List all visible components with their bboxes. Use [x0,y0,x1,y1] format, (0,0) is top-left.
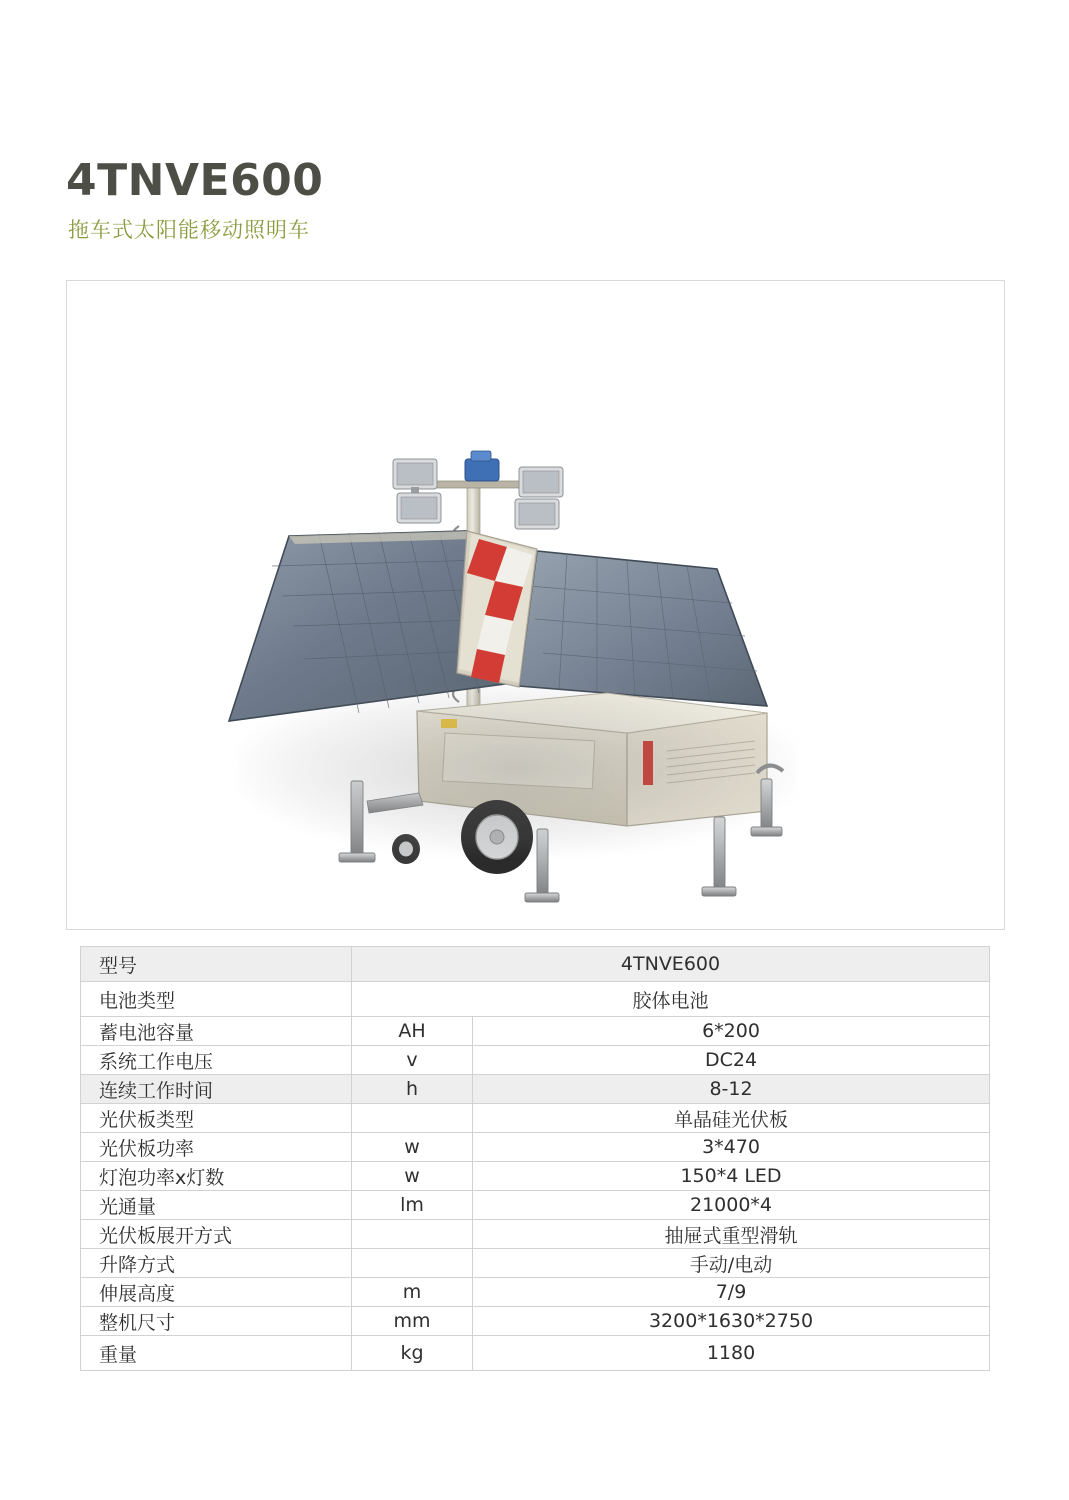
spec-label: 伸展高度 [81,1278,352,1307]
table-row [81,947,990,982]
spec-value: 21000*4 [473,1191,990,1220]
page-subtitle: 拖车式太阳能移动照明车 [68,218,310,242]
table-row [81,1046,990,1075]
spec-value: 7/9 [473,1278,990,1307]
spec-label: 升降方式 [81,1249,352,1278]
spec-unit [352,1220,473,1249]
spec-value: 6*200 [473,1017,990,1046]
spec-unit: v [352,1046,473,1075]
spec-value: 3200*1630*2750 [473,1307,990,1336]
spec-value: 4TNVE600 [352,947,990,982]
spec-label: 重量 [81,1336,352,1371]
spec-label: 连续工作时间 [81,1075,352,1104]
spec-label: 灯泡功率x灯数 [81,1162,352,1191]
spec-label: 光伏板类型 [81,1104,352,1133]
table-row [81,1162,990,1191]
table-row [81,1336,990,1371]
spec-label: 蓄电池容量 [81,1017,352,1046]
spec-unit: AH [352,1017,473,1046]
table-row [81,1307,990,1336]
spec-label: 光通量 [81,1191,352,1220]
spec-value: 手动/电动 [473,1249,990,1278]
spec-value: 单晶硅光伏板 [473,1104,990,1133]
spec-label: 光伏板展开方式 [81,1220,352,1249]
spec-unit: w [352,1133,473,1162]
page-title: 4TNVE600 [66,155,324,206]
table-row [81,1104,990,1133]
spec-label: 系统工作电压 [81,1046,352,1075]
spec-unit [352,1104,473,1133]
spec-unit: kg [352,1336,473,1371]
spec-label: 型号 [81,947,352,982]
spec-value: DC24 [473,1046,990,1075]
spec-label: 电池类型 [81,982,352,1017]
spec-value: 胶体电池 [352,982,990,1017]
spec-value: 150*4 LED [473,1162,990,1191]
table-row [81,1075,990,1104]
spec-unit: lm [352,1191,473,1220]
table-row [81,1278,990,1307]
spec-unit: mm [352,1307,473,1336]
table-row [81,1191,990,1220]
spec-value: 8-12 [473,1075,990,1104]
specification-table [80,946,990,1371]
spec-unit: w [352,1162,473,1191]
specification-table-body [81,947,990,1371]
spec-unit: m [352,1278,473,1307]
spec-label: 整机尺寸 [81,1307,352,1336]
spec-unit [352,1249,473,1278]
spec-label: 光伏板功率 [81,1133,352,1162]
title-block [66,155,323,243]
table-row [81,1133,990,1162]
table-row [81,1017,990,1046]
product-image-frame [66,280,1005,930]
spec-unit: h [352,1075,473,1104]
table-row [81,982,990,1017]
table-row [81,1220,990,1249]
spec-value: 3*470 [473,1133,990,1162]
product-photo [67,281,1004,929]
spec-value: 抽屉式重型滑轨 [473,1220,990,1249]
spec-value: 1180 [473,1336,990,1371]
table-row [81,1249,990,1278]
photo-ground-shadow [237,681,797,856]
